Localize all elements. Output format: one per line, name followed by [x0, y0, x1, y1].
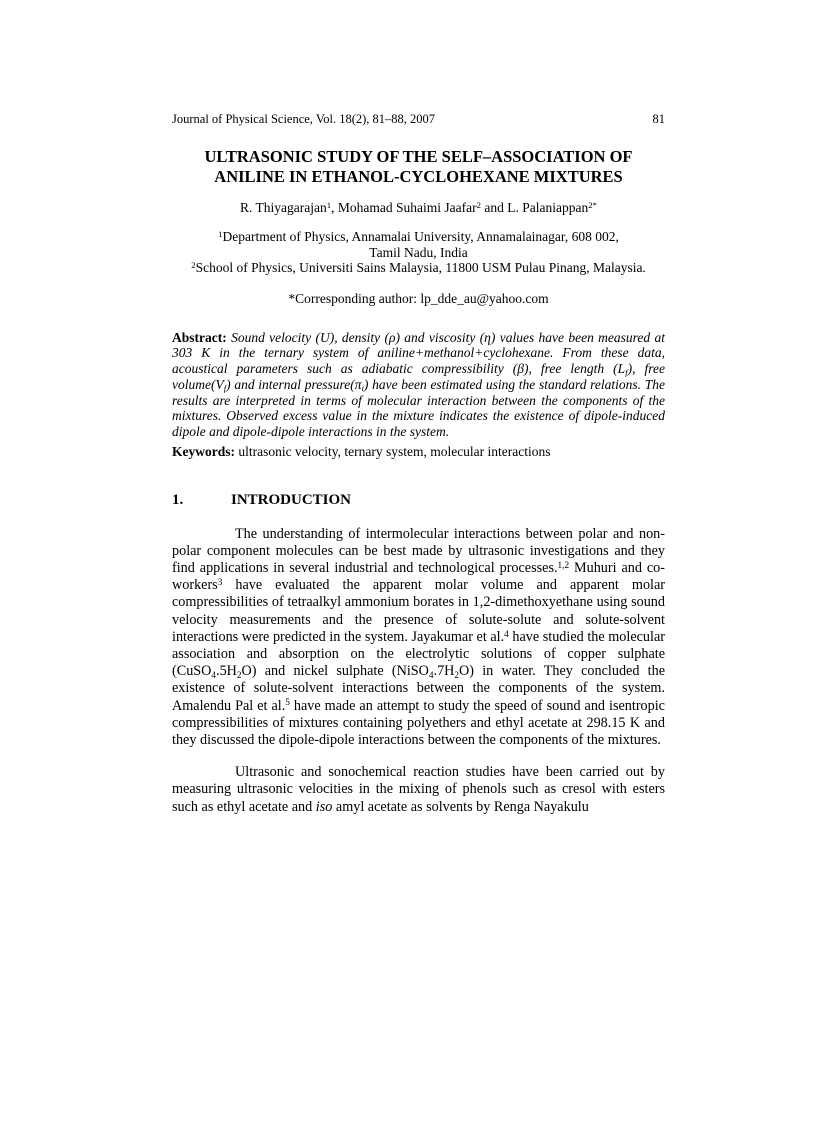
affiliation-2	[172, 260, 665, 276]
text-run: Muhuri and co-workers	[172, 559, 666, 594]
text-run: R. Thiyagarajan	[240, 200, 327, 215]
text-run: 2	[454, 669, 460, 680]
text-run: have made an attempt to study the speed of sound and isentropic compressibilities of mixtures containing polyethers and ethyl acetate at 298.15 K and they discussed the dipole-dipole interactions between the components of the mixtures.	[172, 697, 665, 749]
text-run: 2	[236, 669, 242, 680]
section-title: INTRODUCTION	[231, 491, 352, 508]
text-run: O) and nickel sulphate (NiSO	[241, 663, 429, 680]
text-run: 4	[504, 628, 509, 639]
paper-title-line1: ULTRASONIC STUDY OF THE SELF–ASSOCIATION OF	[204, 147, 633, 166]
text-run: ) and internal pressure(π	[226, 376, 362, 392]
text-run: f	[223, 383, 227, 394]
text-run: and L. Palaniappan	[481, 200, 589, 215]
affiliation-1	[172, 229, 665, 245]
paper-title-line2: ANILINE IN ETHANOL-CYCLOHEXANE MIXTURES	[214, 167, 623, 186]
text-run: .5H	[216, 663, 237, 680]
text-run: The understanding of intermolecular interactions between polar and non-polar component molecules can be best made by ultrasonic investigations and they find applications in several industrial and technological processes.	[172, 525, 665, 576]
affiliation-1-continued: Tamil Nadu, India	[369, 244, 468, 260]
text-run: 4	[211, 669, 217, 680]
text-run: School of Physics, Universiti Sains Malaysia, 11800 USM Pulau Pinang, Malaysia.	[195, 260, 646, 275]
text-run: 4	[428, 669, 434, 680]
affiliations-block	[172, 229, 665, 276]
text-run: 5	[285, 697, 290, 708]
section-number: 1.	[172, 491, 184, 508]
text-run: 2*	[588, 200, 597, 211]
corresponding-author-line: *Corresponding author: lp_dde_au@yahoo.com	[288, 290, 549, 306]
text-run: 2	[476, 200, 481, 211]
text-run: ultrasonic velocity, ternary system, molecular interactions	[235, 444, 551, 460]
text-run: have studied the molecular association and absorption on the electrolytic solutions of copper sulphate (CuSO	[172, 628, 665, 680]
text-run: ) have been estimated using the standard relations. The results are interpreted in terms of molecular interaction between the components of the mixtures. Observed excess value in the mixture indicates the existence of dipole-induced dipole and dipole-dipole interactions in the system.	[172, 376, 665, 440]
text-run: iso	[315, 798, 333, 815]
text-run: .7H	[433, 663, 455, 680]
text-run: 1,2	[557, 559, 570, 570]
introduction-paragraph-2	[172, 764, 665, 816]
abstract-paragraph	[172, 330, 665, 441]
text-run: ), free volume(V	[172, 361, 665, 392]
introduction-paragraph-1	[172, 526, 665, 750]
text-run: 2	[191, 260, 196, 271]
text-run: amyl acetate as solvents by Renga Nayakulu	[332, 798, 589, 815]
page-content	[172, 0, 665, 816]
text-run: Sound velocity (U), density (ρ) and viscosity (η) values have been measured at 303 K in the ternary system of aniline+methanol+cyclohexane. From these data, acoustical parameters such as adiabatic compressibility (β), free length (L	[172, 329, 665, 377]
text-run: , Mohamad Suhaimi Jaafar	[331, 200, 477, 215]
text-run: 1	[326, 200, 332, 211]
text-run: f	[625, 367, 628, 378]
section-heading-introduction	[172, 491, 665, 509]
text-run: i	[361, 383, 364, 394]
text-run: Ultrasonic and sonochemical reaction studies have been carried out by measuring ultrasonic velocities in the mixing of phenols such as cresol with esters such as ethyl acetate and	[172, 764, 665, 815]
text-run: Abstract:	[172, 329, 227, 345]
journal-citation: Journal of Physical Science, Vol. 18(2), 81–88, 2007	[172, 112, 436, 126]
text-run: 1	[218, 229, 223, 240]
paper-title	[172, 147, 665, 187]
text-run: have evaluated the apparent molar volume and apparent molar compressibilities of tetraalkyl ammonium borates in 1,2-dimethoxyethane using sound velocity measurements and the presence of solute-solute and solute-solvent interactions were predicted in the system. Jayakumar et al.	[172, 577, 665, 645]
authors-line	[172, 200, 665, 215]
text-run: Keywords:	[172, 444, 235, 460]
text-run: Department of Physics, Annamalai University, Annamalainagar, 608 002,	[222, 229, 619, 244]
page-header	[172, 112, 665, 126]
text-run: 3	[217, 577, 223, 588]
text-run: O) in water. They concluded the existence of solute-solvent interactions between the components of the system. Amalendu Pal et al.	[172, 663, 665, 714]
page-number: 81	[652, 112, 665, 126]
